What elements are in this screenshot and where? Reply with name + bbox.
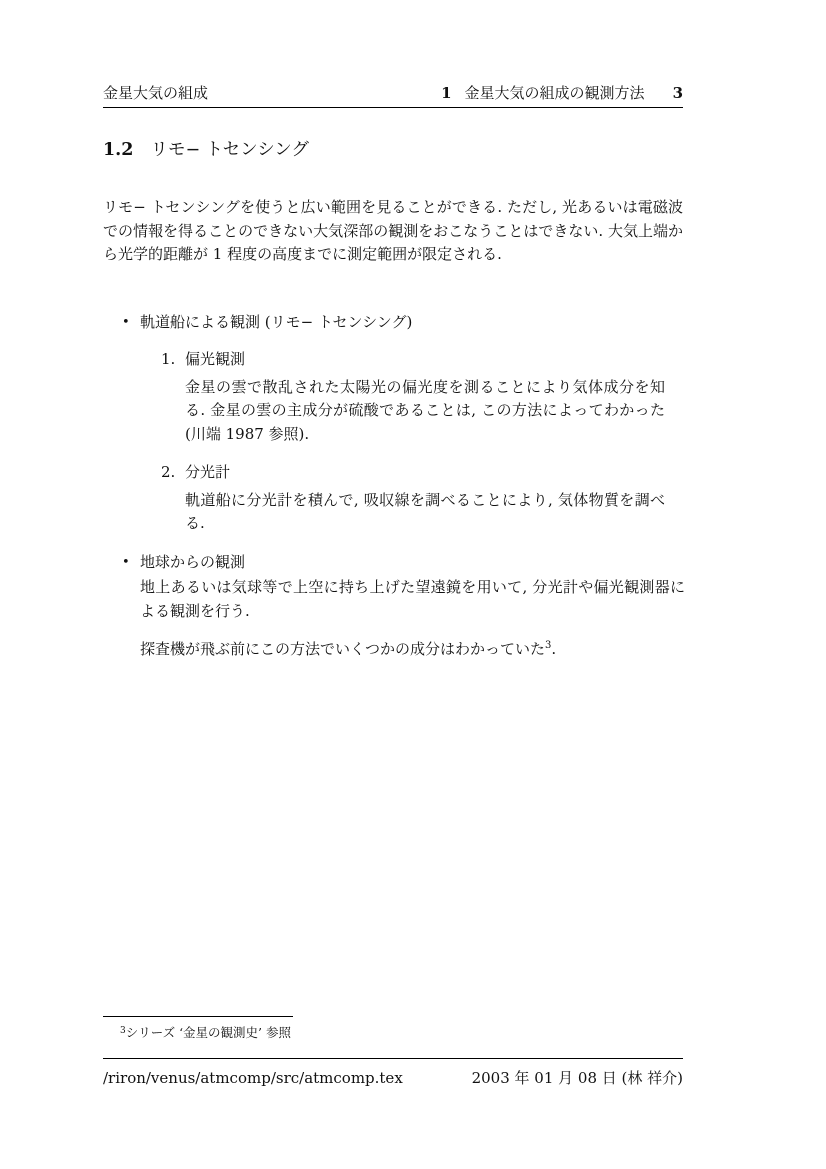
bullet-icon: • bbox=[122, 314, 130, 330]
earth-paragraph-2-period: . bbox=[551, 640, 557, 658]
footnote bbox=[103, 1023, 683, 1041]
footnote-mark: 3 bbox=[120, 1026, 126, 1036]
enum-item-2-body: 軌道船に分光計を積んで, 吸収線を調べることにより, 気体物質を調べる. bbox=[185, 490, 665, 532]
earth-paragraph-2-text: 探査機が飛ぶ前にこの方法でいくつかの成分はわかっていた bbox=[140, 640, 546, 658]
earth-paragraph-1: 地上あるいは気球等で上空に持ち上げた望遠鏡を用いて, 分光計や偏光観測器による観測を行う. bbox=[140, 578, 685, 620]
page-footer bbox=[103, 1058, 683, 1088]
section-heading bbox=[103, 139, 683, 161]
header-page-number: 3 bbox=[672, 84, 683, 102]
enum-item-1-title: 偏光観測 bbox=[185, 350, 246, 368]
footnote-text: シリーズ ‘金星の観測史’ 参照 bbox=[125, 1025, 292, 1040]
intro-paragraph: リモ− トセンシングを使うと広い範囲を見ることができる. ただし, 光あるいは電磁波での情報を得ることのできない大気深部の観測をおこなうことはできない. 大気上端から光学的距離が 1 程度の高度までに測定範囲が限定される. bbox=[103, 198, 683, 263]
enum-item-2-head bbox=[103, 461, 683, 485]
enum-item-1-number: 1. bbox=[161, 350, 176, 368]
main-content bbox=[103, 139, 683, 677]
enum-item-2-number: 2. bbox=[161, 463, 176, 481]
header-left-title: 金星大気の組成 bbox=[103, 84, 209, 102]
footer-file-path: /riron/venus/atmcomp/src/atmcomp.tex bbox=[103, 1069, 403, 1087]
bullet-item-earth bbox=[103, 551, 683, 575]
earth-paragraph-2 bbox=[140, 638, 685, 662]
header-right bbox=[441, 85, 683, 101]
section-number: 1.2 bbox=[103, 140, 134, 160]
bullet-item-orbiter bbox=[103, 311, 683, 335]
enum-item-1-body: 金星の雲で散乱された太陽光の偏光度を測ることにより気体成分を知る. 金星の雲の主成分が硫酸であることは, この方法によってわかった (川端 1987 参照). bbox=[185, 377, 665, 443]
bullet-item-orbiter-label: 軌道船による観測 (リモ− トセンシング) bbox=[140, 312, 413, 331]
footnote-block bbox=[103, 1016, 683, 1054]
running-header bbox=[103, 85, 683, 108]
header-section-number: 1 bbox=[441, 84, 452, 102]
footer-date-author: 2003 年 01 月 08 日 (林 祥介) bbox=[471, 1069, 683, 1087]
enum-item-1-head bbox=[103, 348, 683, 372]
header-section-title: 金星大気の組成の観測方法 bbox=[464, 84, 645, 102]
section-title: リモ− トセンシング bbox=[150, 140, 309, 160]
footnote-reference-mark: 3 bbox=[545, 640, 552, 651]
footnote-rule bbox=[103, 1016, 293, 1017]
bullet-icon: • bbox=[122, 554, 130, 570]
bullet-item-earth-label: 地球からの観測 bbox=[140, 552, 246, 571]
enum-item-2-title: 分光計 bbox=[185, 463, 231, 481]
